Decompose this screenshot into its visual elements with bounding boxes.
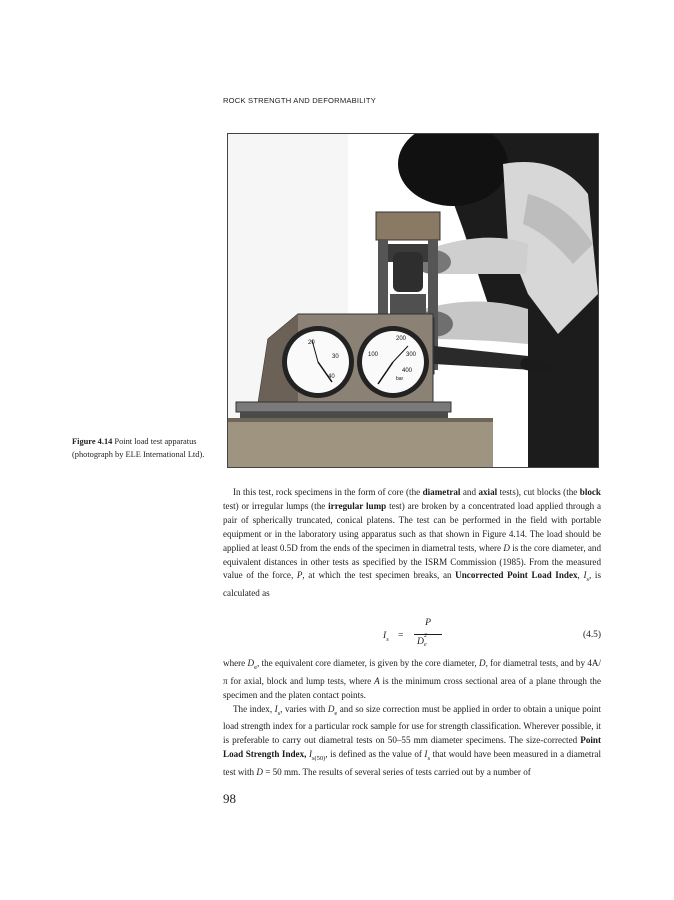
var-d: D: [478, 658, 486, 668]
gauge-left-label-3: 40: [328, 374, 335, 380]
subscript: s: [586, 576, 590, 584]
var-i: I: [308, 749, 312, 760]
equation-number: (4.5): [583, 630, 601, 640]
eq-numerator: P: [425, 617, 431, 628]
point-load-apparatus-image: [228, 134, 598, 467]
text-span: , the equivalent core diameter, is given by the core diameter,: [257, 658, 479, 668]
var-d: D: [256, 766, 263, 777]
subscript: e: [334, 709, 338, 717]
text-span: , is defined as the value of: [325, 749, 425, 760]
text-span: is the minimum cross sectional area of a plane through the specimen and the platen contact points.: [223, 675, 601, 700]
paragraph-2: [223, 657, 601, 703]
subscript: s(50): [311, 754, 326, 762]
var-d: D: [327, 703, 335, 714]
gauge-left-label-2: 30: [332, 354, 339, 360]
text-span: = 50 mm. The results of several series of tests carried out by a number of: [262, 766, 531, 777]
text-span: ,: [577, 570, 584, 581]
equation-4-5: [223, 616, 601, 656]
subscript: s: [277, 709, 281, 717]
gauge-right-label-1: 100: [368, 352, 379, 358]
text-span: tests), cut blocks (the: [497, 487, 580, 497]
var-i: I: [424, 749, 428, 760]
text-span: and so size correction must be applied in order to obtain a unique point load strength index for a particular rock sample for use for strength classification. Wherever possible, it is preferable to carry out diametral tests on 50–55 mm diameter specimens. The size-corrected: [223, 703, 601, 746]
eq-lhs: $I_s$: [383, 630, 389, 643]
eq-equals: =: [398, 630, 404, 641]
var-d: D: [247, 658, 255, 668]
figure-caption: [72, 436, 222, 461]
term-block: block: [579, 487, 601, 497]
text-span: where: [223, 658, 248, 668]
running-head: ROCK STRENGTH AND DEFORMABILITY: [223, 96, 377, 105]
gauge-left-label-1: 20: [308, 340, 315, 346]
gauge-right-label-3: 300: [406, 352, 417, 358]
text-span: , for diametral tests, and by 4A/π for axial, block and lump tests, where: [223, 658, 601, 686]
eq-denominator: D 2 e: [417, 633, 427, 648]
equation-formula: [383, 616, 463, 656]
paragraphs-2-3: [223, 657, 601, 780]
paragraph-1: [223, 486, 601, 601]
term-diametral: diametral: [422, 487, 461, 497]
term-axial: axial: [478, 487, 498, 497]
gauge-right-label-5: bar: [396, 376, 404, 382]
text-span: In this test, rock specimens in the form of core (the: [233, 487, 423, 497]
var-i: I: [583, 570, 587, 581]
caption-text: Point load test apparatus (photograph by ELE International Ltd).: [72, 437, 205, 459]
var-a: A: [374, 675, 380, 686]
term-point-load-strength-index: Point Load Strength Index,: [223, 735, 601, 760]
subscript: e: [254, 663, 258, 671]
caption-label: Figure 4.14: [72, 437, 113, 446]
text-span: and: [460, 487, 479, 497]
term-uncorrected-index: Uncorrected Point Load Index: [455, 570, 578, 581]
gauge-right-label-2: 200: [396, 336, 407, 342]
text-span: test) are broken by a concentrated load applied through a pair of spherically truncated, conical platens. The test can be performed in the field with portable equipment or in the laboratory using apparatus such as that shown in Figure 4.14. The load should be applied at least 0.5D from the ends of the specimen in diametral tests, where: [223, 500, 602, 553]
subscript: s: [427, 754, 430, 762]
figure-photo: [227, 133, 599, 468]
page-number: 98: [223, 791, 236, 806]
text-span: , varies with: [280, 703, 328, 714]
text-span: is the core diameter, and equivalent distances in other tests as specified by the ISRM Commission (1985). From the measured value of the force,: [223, 542, 601, 581]
term-irregular-lump: irregular lump: [328, 500, 387, 511]
var-p: P: [296, 570, 303, 581]
gauge-right-label-4: 400: [402, 368, 413, 374]
paragraph-3: [223, 703, 601, 780]
text-span: that would have been measured in a diametral test with: [223, 749, 601, 777]
var-i: I: [274, 703, 278, 714]
fraction-bar: [414, 634, 442, 635]
text-span: test) or irregular lumps (the: [223, 500, 329, 511]
text-span: The index,: [233, 703, 275, 714]
var-d: D: [503, 542, 510, 553]
text-span: , is calculated as: [223, 570, 601, 599]
text-span: , at which the test specimen breaks, an: [302, 570, 456, 581]
